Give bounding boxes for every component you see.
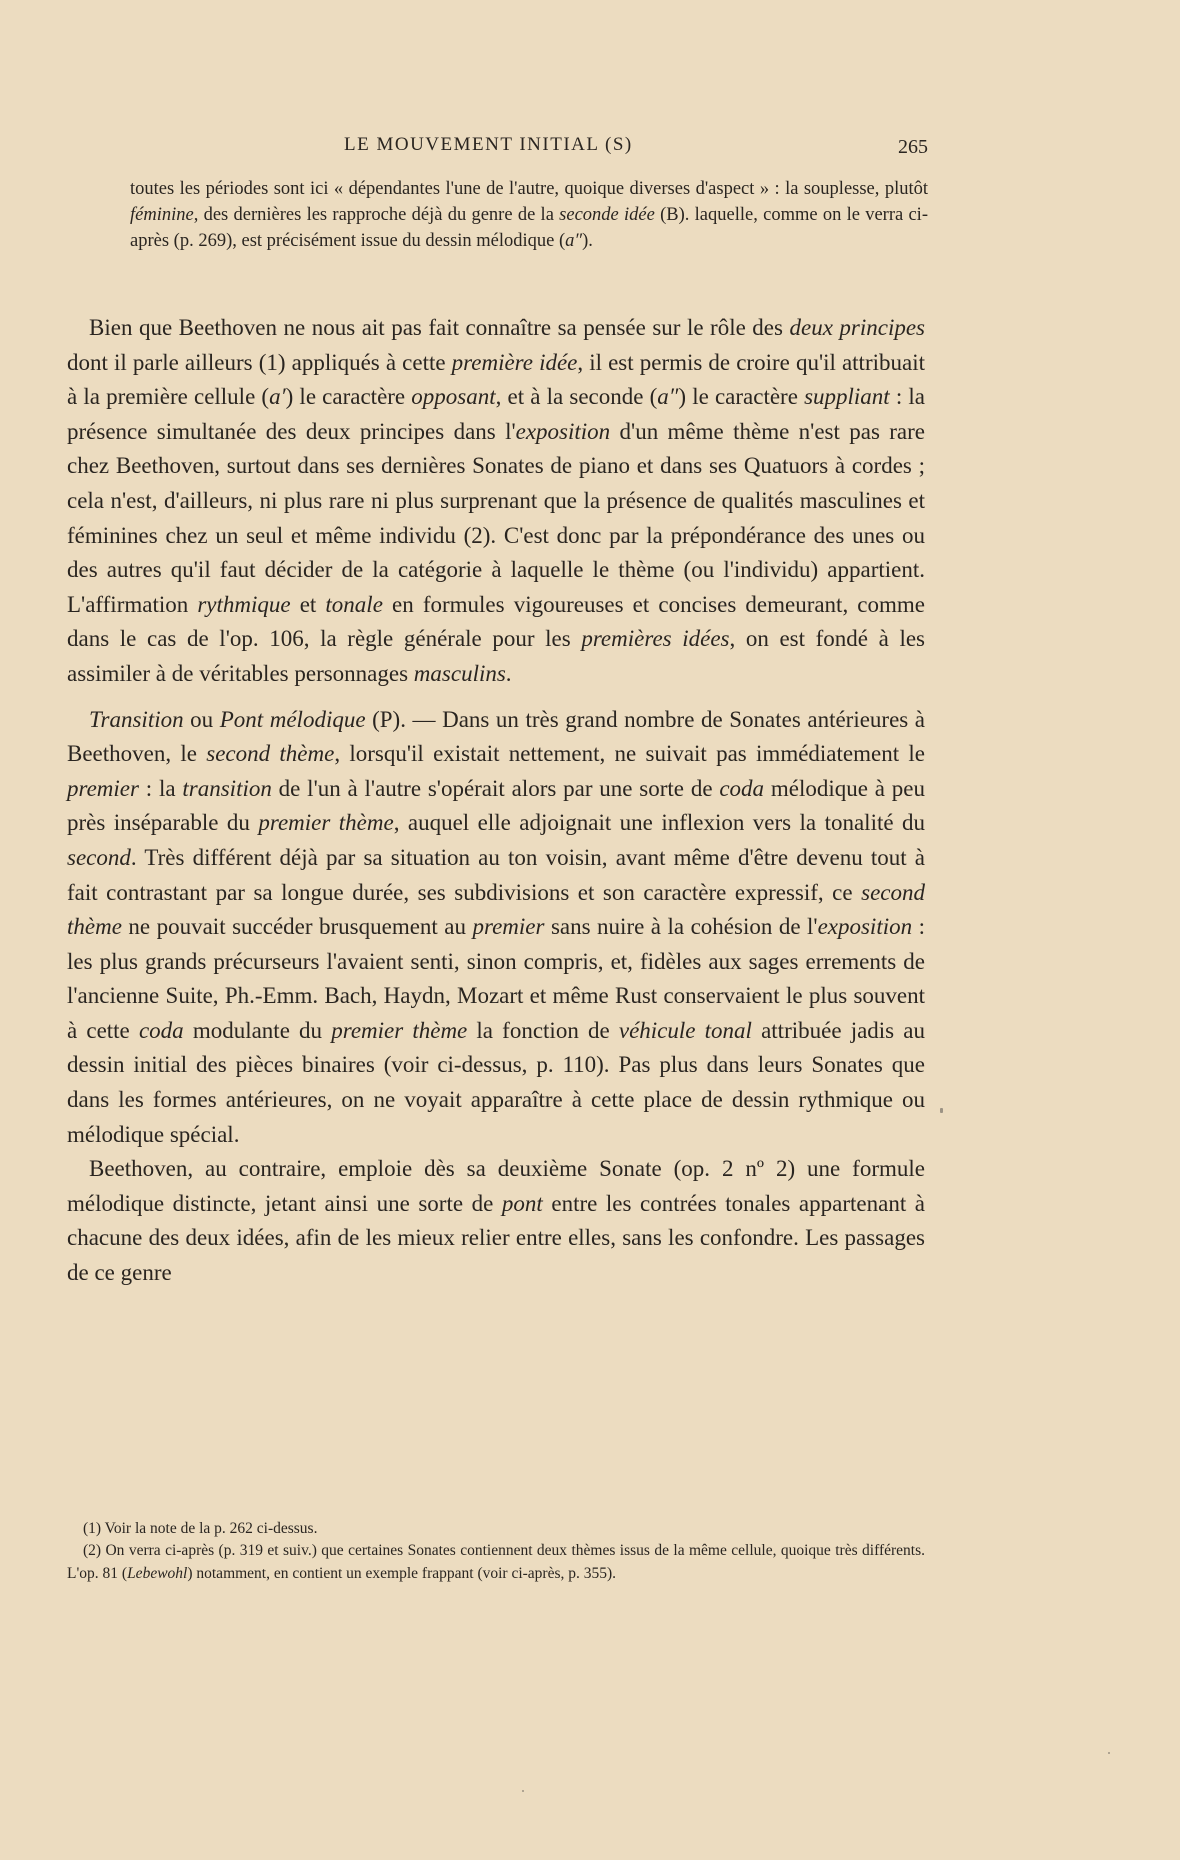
main-text	[67, 311, 925, 1291]
page-speck	[522, 1790, 524, 1792]
paragraph-beethoven-pont: Beethoven, au contraire, emploie dès sa deuxième Sonate (op. 2 nº 2) une formule mélodique distincte, jetant ainsi une sorte de pont entre les contrées tonales appartenant à chacune des deux idées, afin de les mieux relier entre elles, sans les confondre. Les passages de ce genre	[67, 1156, 925, 1286]
page-number: 265	[898, 136, 928, 158]
margin-speck	[1108, 1752, 1110, 1754]
paragraph-transition: Transition ou Pont mélodique (P). — Dans un très grand nombre de Sonates antérieures à Beethoven, le second thème, lorsqu'il existait nettement, ne suivait pas immédiatement le premier : la transition de l'un à l'autre s'opérait alors par une sorte de coda mélodique à peu près inséparable du premier thème, auquel elle adjoignait une inflexion vers la tonalité du second. Très différent déjà par sa situation au ton voisin, avant même d'être devenu tout à fait contrastant par sa longue durée, ses subdivisions et son caractère expressif, ce second thème ne pouvait succéder brusquement au premier sans nuire à la cohésion de l'exposition : les plus grands précurseurs l'avaient senti, sinon compris, et, fidèles aux sages errements de l'ancienne Suite, Ph.-Emm. Bach, Haydn, Mozart et même Rust conservaient le plus souvent à cette coda modulante du premier thème la fonction de véhicule tonal attribuée jadis au dessin initial des pièces binaires (voir ci-dessus, p. 110). Pas plus dans leurs Sonates que dans les formes antérieures, on ne voyait apparaître à cette place de dessin rythmique ou mélodique spécial.	[67, 706, 926, 1147]
running-title: LE MOUVEMENT INITIAL (S)	[344, 134, 633, 155]
margin-speck	[940, 1108, 943, 1113]
paragraph-deux-principes: Bien que Beethoven ne nous ait pas fait connaître sa pensée sur le rôle des deux principes dont il parle ailleurs (1) appliqués à cette première idée, il est permis de croire qu'il attribuait à la première cellule (a′) le caractère opposant, et à la seconde (a″) le caractère suppliant : la présence simultanée des deux principes dans l'exposition d'un même thème n'est pas rare chez Beethoven, surtout dans ses dernières Sonates de piano et dans ses Quatuors à cordes ; cela n'est, d'ailleurs, ni plus rare ni plus surprenant que la présence de qualités masculines et féminines chez un seul et même individu (2). C'est donc par la prépondérance des unes ou des autres qu'il faut décider de la catégorie à laquelle le thème (ou l'individu) appartient. L'affirmation rythmique et tonale en formules vigoureuses et concises demeurant, comme dans le cas de l'op. 106, la règle générale pour les premières idées, on est fondé à les assimiler à de véritables personnages masculins.	[67, 315, 926, 686]
footnote-2: (2) On verra ci-après (p. 319 et suiv.) que certaines Sonates contiennent deux thèmes issus de la même cellule, quoique très différents. L'op. 81 (Lebewohl) notamment, en contient un exemple frappant (voir ci-après, p. 355).	[67, 1542, 925, 1582]
footnotes	[67, 1518, 925, 1585]
carry-over-paragraph	[130, 176, 928, 254]
footnote-1: (1) Voir la note de la p. 262 ci-dessus.	[83, 1520, 318, 1537]
page-header	[130, 132, 928, 162]
carry-over-text: toutes les périodes sont ici « dépendantes l'une de l'autre, quoique diverses d'aspect » : la souplesse, plutôt féminine, des dernières les rapproche déjà du genre de la seconde idée (B). laquelle, comme on le verra ci-après (p. 269), est précisément issue du dessin mélodique (a″).	[130, 179, 928, 251]
